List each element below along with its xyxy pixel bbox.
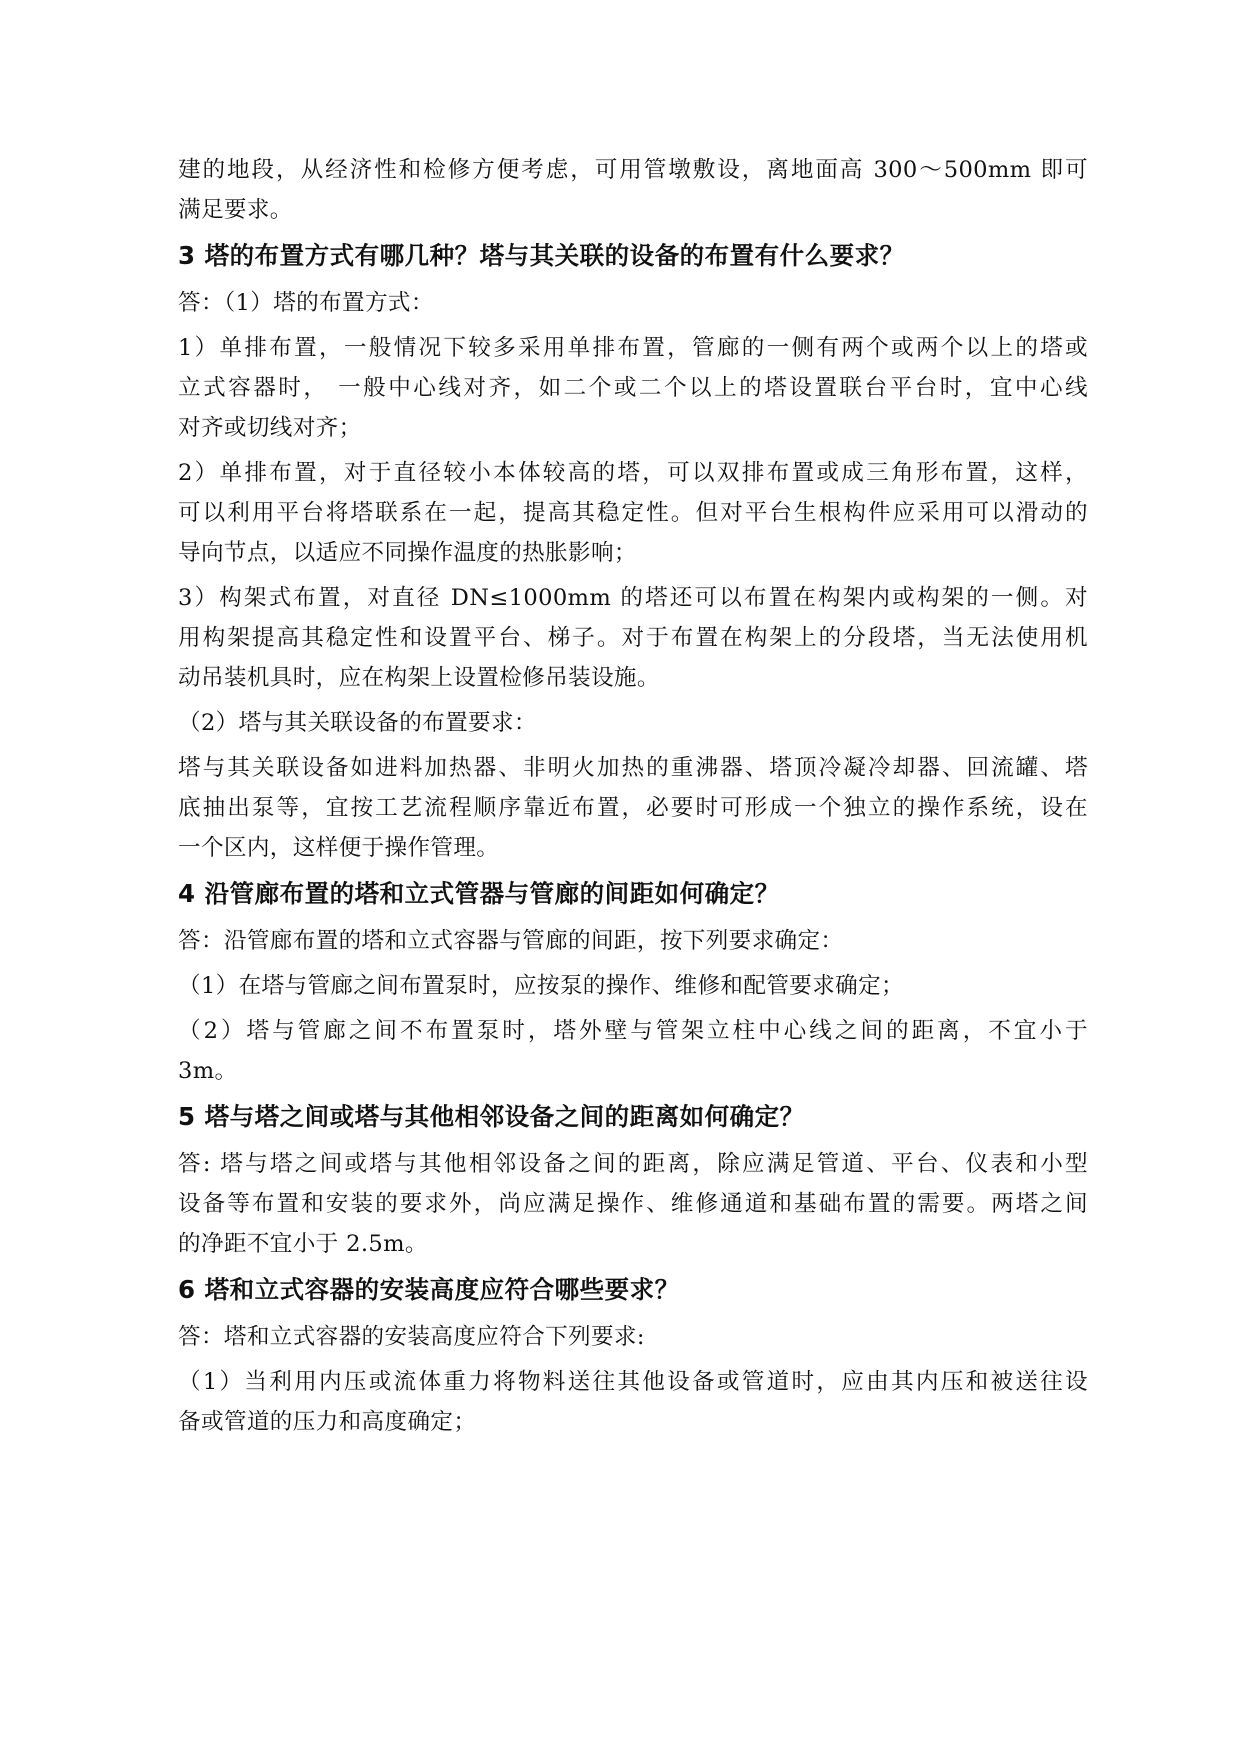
text-line: 建的地段，从经济性和检修方便考虑，可用管墩敷设，离地面高 300～500mm 即可 bbox=[178, 157, 1088, 183]
text-line: 动吊装机具时，应在构架上设置检修吊装设施。 bbox=[178, 665, 660, 691]
answer-item-4-2 bbox=[178, 1011, 1088, 1091]
section-heading-4: 4 沿管廊布置的塔和立式管器与管廊的间距如何确定？ bbox=[178, 879, 780, 908]
text-line: 3）构架式布置，对直径 DN≤1000mm 的塔还可以布置在构架内或构架的一侧。对 bbox=[178, 585, 1088, 611]
paragraph-continuation bbox=[178, 150, 1088, 230]
answer-item-4-1 bbox=[178, 966, 1088, 1006]
text-line: 备或管道的压力和高度确定； bbox=[178, 1409, 477, 1435]
list-item-frame-layout bbox=[178, 578, 1088, 698]
text-line: 3m。 bbox=[178, 1058, 238, 1084]
section-heading-6: 6 塔和立式容器的安装高度应符合哪些要求？ bbox=[178, 1275, 680, 1304]
answer-intro-6 bbox=[178, 1317, 1088, 1357]
text-line: 用构架提高其稳定性和设置平台、梯子。对于布置在构架上的分段塔，当无法使用机 bbox=[178, 625, 1088, 651]
list-item-double-row bbox=[178, 453, 1088, 573]
text-line: 可以利用平台将塔联系在一起，提高其稳定性。但对平台生根构件应采用可以滑动的 bbox=[178, 500, 1088, 526]
text-line: 2）单排布置，对于直径较小本体较高的塔，可以双排布置或成三角形布置，这样， bbox=[178, 460, 1088, 486]
text-line: （2）塔与其关联设备的布置要求： bbox=[178, 710, 537, 736]
subheading-related-equipment bbox=[178, 703, 1088, 743]
answer-item-6-1 bbox=[178, 1362, 1088, 1442]
section-heading-5: 5 塔与塔之间或塔与其他相邻设备之间的距离如何确定？ bbox=[178, 1102, 805, 1131]
text-line: 导向节点，以适应不同操作温度的热胀影响； bbox=[178, 540, 637, 566]
paragraph-related-equipment bbox=[178, 748, 1088, 868]
text-line: 满足要求。 bbox=[178, 197, 293, 223]
answer-intro-4 bbox=[178, 921, 1088, 961]
document-page bbox=[178, 150, 1088, 1447]
text-line: 答：（1）塔的布置方式： bbox=[178, 290, 434, 316]
text-line: （1）在塔与管廊之间布置泵时，应按泵的操作、维修和配管要求确定； bbox=[178, 973, 904, 999]
text-line: 对齐或切线对齐； bbox=[178, 415, 362, 441]
text-line: 一个区内，这样便于操作管理。 bbox=[178, 835, 500, 861]
answer-intro-3 bbox=[178, 283, 1088, 323]
answer-5 bbox=[178, 1144, 1088, 1264]
text-line: 立式容器时， 一般中心线对齐，如二个或二个以上的塔设置联台平台时，宜中心线 bbox=[178, 375, 1088, 401]
text-line: 答：塔和立式容器的安装高度应符合下列要求: bbox=[178, 1324, 645, 1350]
text-line: 塔与其关联设备如进料加热器、非明火加热的重沸器、塔顶冷凝冷却器、回流罐、塔 bbox=[178, 755, 1088, 781]
text-line: 答：沿管廊布置的塔和立式容器与管廊的间距，按下列要求确定： bbox=[178, 928, 844, 954]
text-line: 1）单排布置，一般情况下较多采用单排布置，管廊的一侧有两个或两个以上的塔或 bbox=[178, 335, 1088, 361]
list-item-single-row bbox=[178, 328, 1088, 448]
text-line: 的净距不宜小于 2.5m。 bbox=[178, 1231, 428, 1257]
text-line: 底抽出泵等，宜按工艺流程顺序靠近布置，必要时可形成一个独立的操作系统，设在 bbox=[178, 795, 1088, 821]
text-line: （1）当利用内压或流体重力将物料送往其他设备或管道时，应由其内压和被送往设 bbox=[178, 1369, 1088, 1395]
text-line: 答: 塔与塔之间或塔与其他相邻设备之间的距离，除应满足管道、平台、仪表和小型 bbox=[178, 1151, 1088, 1177]
text-line: 设备等布置和安装的要求外，尚应满足操作、维修通道和基础布置的需要。两塔之间 bbox=[178, 1191, 1088, 1217]
section-heading-3: 3 塔的布置方式有哪几种？塔与其关联的设备的布置有什么要求？ bbox=[178, 241, 905, 270]
text-line: （2）塔与管廊之间不布置泵时，塔外壁与管架立柱中心线之间的距离，不宜小于 bbox=[178, 1018, 1088, 1044]
